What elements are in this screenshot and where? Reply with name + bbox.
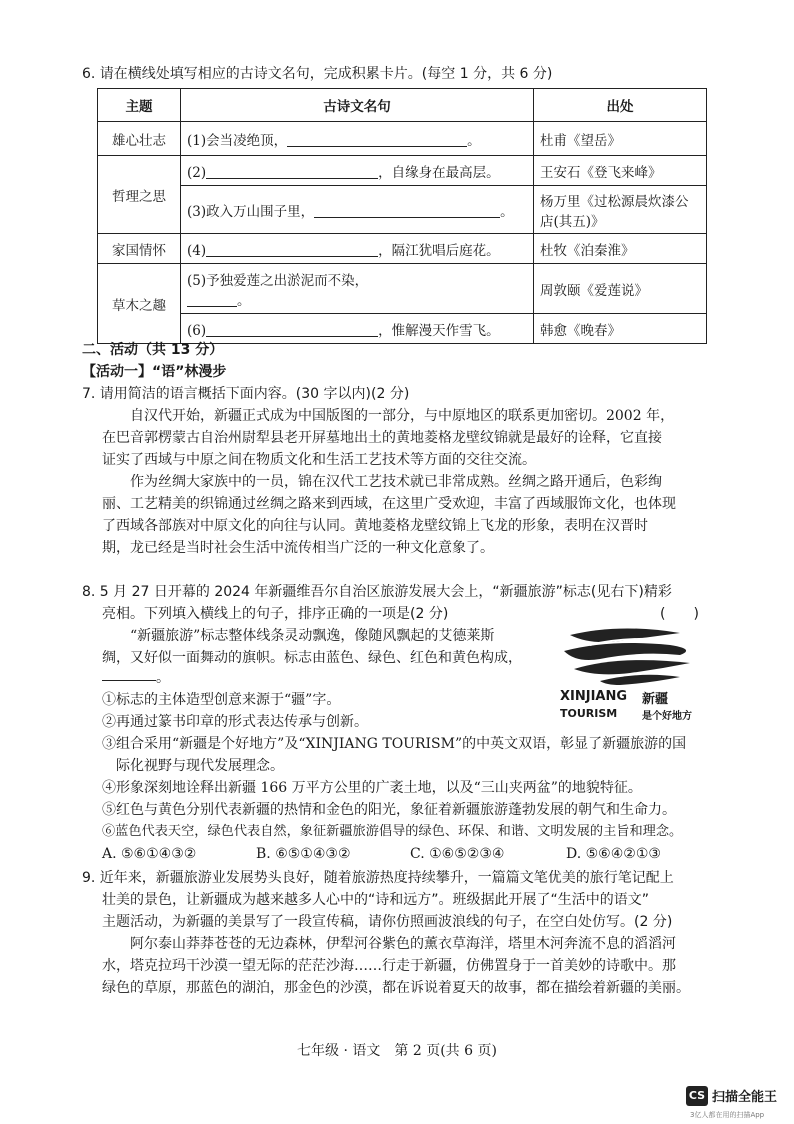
source-cell: 杜甫《望岳》 (534, 122, 707, 156)
theme-cell: 哲理之思 (98, 156, 181, 234)
theme-cell: 草木之趣 (98, 264, 181, 344)
passage-line: 了西域各部族对中原文化的向往与认同。黄地菱格龙壁纹锦上飞龙的形象，表明在汉晋时 (102, 518, 648, 534)
option-item: ⑤红色与黄色分别代表新疆的热情和金色的阳光，象征着新疆旅游蓬勃发展的朝气和生命力。 (102, 802, 676, 818)
answer-blank[interactable] (287, 132, 467, 147)
line-cell: (5)予独爱莲之出淤泥而不染， 。 (181, 264, 534, 314)
choice-a[interactable]: A. ⑤⑥①④③② (102, 846, 197, 862)
passage-line: 绿色的草原，那蓝色的湖泊，那金色的沙漠，都在诉说着夏天的故事，都在描绘着新疆的美丽。 (102, 980, 690, 996)
passage-line: 期，龙已经是当时社会生活中流传相当广泛的一种文化意象了。 (102, 540, 494, 556)
line-cell: (4) ，隔江犹唱后庭花。 (181, 234, 534, 264)
logo-en-1: XINJIANG (560, 689, 628, 704)
table-row (98, 122, 707, 156)
header-source: 出处 (534, 89, 707, 122)
answer-blank[interactable] (206, 322, 378, 337)
choice-d[interactable]: D. ⑤⑥④②①③ (566, 846, 661, 862)
intro-line: “新疆旅游”标志整体线条灵动飘逸，像随风飘起的艾德莱斯 (130, 628, 495, 644)
activity-heading: 【活动一】“语”林漫步 (82, 364, 227, 380)
passage-line: 在巴音郭楞蒙古自治州尉犁县老开屏墓地出土的黄地菱格龙壁纹锦就是最好的诠释，它直接 (102, 430, 662, 446)
table-row (98, 156, 707, 186)
option-item: 际化视野与现代发展理念。 (116, 758, 284, 774)
option-item: ②再通过篆书印章的形式表达传承与创新。 (102, 714, 368, 730)
source-cell: 王安石《登飞来峰》 (534, 156, 707, 186)
logo-cn-1: 新疆 (642, 692, 669, 707)
section-heading: 二、活动（共 13 分） (82, 342, 224, 358)
answer-blank[interactable] (187, 292, 237, 307)
answer-blank[interactable] (206, 164, 378, 179)
option-item: ③组合采用“新疆是个好地方”及“XINJIANG TOURISM”的中英文双语，彰显了新疆旅游的国 (102, 736, 687, 752)
option-item: ④形象深刻地诠释出新疆 166 万平方公里的广袤土地，以及“三山夹两盆”的地貌特征。 (102, 780, 642, 796)
source-cell: 杨万里《过松源晨炊漆公店(其五)》 (534, 186, 707, 234)
table-row (98, 234, 707, 264)
source-cell: 杜牧《泊秦淮》 (534, 234, 707, 264)
passage-line: 丽、工艺精美的织锦通过丝绸之路来到西域，在这里广受欢迎，丰富了西域服饰文化，也体现 (102, 496, 676, 512)
passage-line: 作为丝绸大家族中的一员，锦在汉代工艺技术就已非常成熟。丝绸之路开通后，色彩绚 (130, 474, 662, 490)
logo-en-2: TOURISM (560, 707, 618, 720)
passage-line: 自汉代开始，新疆正式成为中国版图的一部分，与中原地区的联系更加密切。2002 年， (130, 408, 675, 424)
q6-title: 6. 请在横线处填写相应的古诗文名句，完成积累卡片。(每空 1 分，共 6 分) (82, 66, 553, 82)
line-cell: (3)政入万山围子里， 。 (181, 186, 534, 234)
option-item: ⑥蓝色代表天空，绿色代表自然，象征新疆旅游倡导的绿色、环保、和谐、文明发展的主旨和理念。 (102, 824, 683, 839)
source-cell: 韩愈《晚春》 (534, 314, 707, 344)
camscanner-tagline: 3亿人都在用的扫描App (690, 1111, 765, 1119)
theme-cell: 家国情怀 (98, 234, 181, 264)
swirl-logo-icon (560, 625, 710, 687)
header-lines: 古诗文名句 (181, 89, 534, 122)
accumulation-card-table (97, 88, 707, 344)
choice-b[interactable]: B. ⑥⑤①④③② (256, 846, 351, 862)
q9-title-2: 壮美的景色，让新疆成为越来越多人心中的“诗和远方”。班级据此开展了“生活中的语文” (102, 892, 650, 908)
theme-cell: 雄心壮志 (98, 122, 181, 156)
q9-title: 9. 近年来，新疆旅游业发展势头良好，随着旅游热度持续攀升，一篇篇文笔优美的旅行笔记配上 (82, 870, 674, 886)
camscanner-name: 扫描全能王 (712, 1090, 778, 1105)
passage-line: 证实了西域与中原之间在物质文化和生活工艺技术等方面的交往交流。 (102, 452, 536, 468)
option-item: ①标志的主体造型创意来源于“疆”字。 (102, 692, 341, 708)
source-cell: 周敦颐《爱莲说》 (534, 264, 707, 314)
passage-line: 阿尔泰山莽莽苍苍的无边森林，伊犁河谷紫色的薰衣草海洋，塔里木河奔流不息的滔滔河 (130, 936, 676, 952)
choice-c[interactable]: C. ①⑥⑤②③④ (410, 846, 505, 862)
xinjiang-tourism-logo (560, 625, 710, 725)
header-theme: 主题 (98, 89, 181, 122)
table-row (98, 186, 707, 234)
line-cell: (6) ，惟解漫天作雪飞。 (181, 314, 534, 344)
table-header-row (98, 89, 707, 122)
table-row (98, 314, 707, 344)
camscanner-icon: CS (686, 1086, 708, 1106)
page-footer: 七年级 · 语文 第 2 页(共 6 页) (297, 1043, 497, 1059)
q8-title-2: 亮相。下列填入横线上的句子，排序正确的一项是(2 分) (102, 606, 449, 622)
logo-cn-2: 是个好地方 (642, 711, 692, 722)
answer-blank[interactable] (314, 203, 500, 218)
answer-paren[interactable]: ( ) (660, 606, 699, 622)
table-row (98, 264, 707, 314)
passage-line: 水，塔克拉玛干沙漠一望无际的茫茫沙海……行走于新疆，仿佛置身于一首美妙的诗歌中。那 (102, 958, 676, 974)
q7-title: 7. 请用简洁的语言概括下面内容。(30 字以内)(2 分) (82, 386, 410, 402)
q9-title-3: 主题活动，为新疆的美景写了一段宣传稿，请你仿照画波浪线的句子，在空白处仿写。(2 分) (102, 914, 673, 930)
line-cell: (1)会当凌绝顶， 。 (181, 122, 534, 156)
line-cell: (2) ，自缘身在最高层。 (181, 156, 534, 186)
intro-line: 绸，又好似一面舞动的旗帜。标志由蓝色、绿色、红色和黄色构成， (102, 650, 522, 666)
answer-blank[interactable] (206, 242, 378, 257)
intro-blank[interactable] (102, 680, 156, 681)
q8-title: 8. 5 月 27 日开幕的 2024 年新疆维吾尔自治区旅游发展大会上，“新疆旅游”标志(见右下)精彩 (82, 584, 672, 600)
